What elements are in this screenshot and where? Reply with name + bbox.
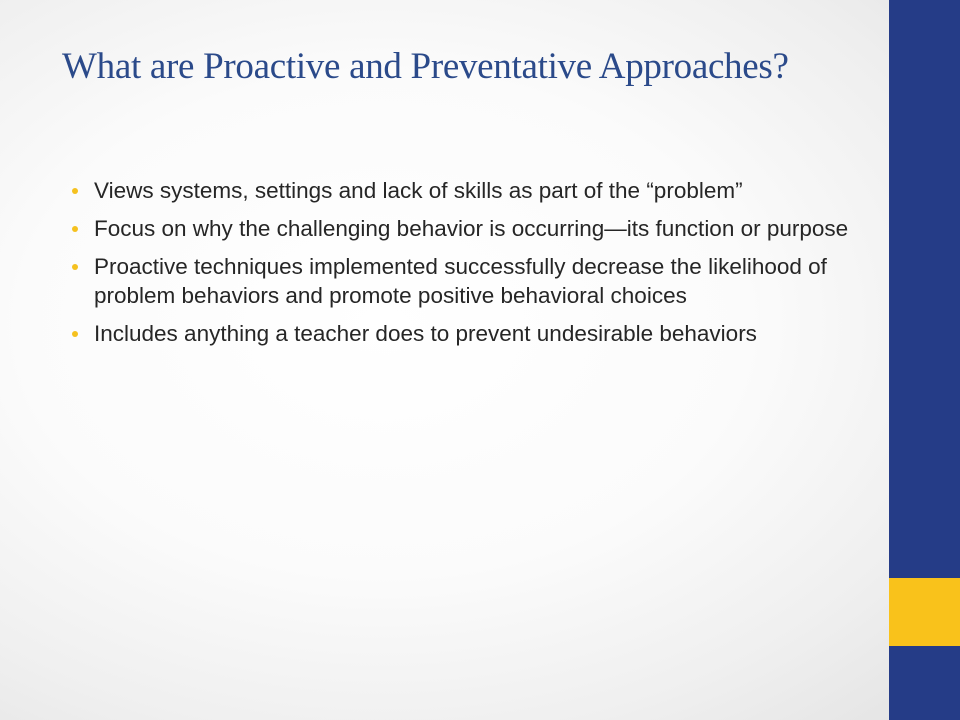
bullet-text: Focus on why the challenging behavior is occurring—its function or purpose xyxy=(94,216,849,241)
bullet-dot-icon xyxy=(72,226,78,232)
bullet-text: Includes anything a teacher does to prevent undesirable behaviors xyxy=(94,321,757,346)
side-accent-bar-blue-bottom xyxy=(889,646,960,720)
bullet-text: Proactive techniques implemented successfully decrease the likelihood of problem behaviors and promote positive behavioral choices xyxy=(94,254,827,308)
bullet-item xyxy=(72,214,862,243)
bullet-dot-icon xyxy=(72,264,78,270)
bullet-dot-icon xyxy=(72,188,78,194)
bullet-item xyxy=(72,319,862,348)
bullet-dot-icon xyxy=(72,331,78,337)
bullet-item xyxy=(72,252,862,310)
slide-title: What are Proactive and Preventative Approaches? xyxy=(62,46,789,87)
bullet-item xyxy=(72,176,862,205)
side-accent-bar-blue xyxy=(889,0,960,578)
side-accent-bar-gold xyxy=(889,578,960,646)
bullet-list xyxy=(72,176,862,357)
bullet-text: Views systems, settings and lack of skills as part of the “problem” xyxy=(94,178,743,203)
